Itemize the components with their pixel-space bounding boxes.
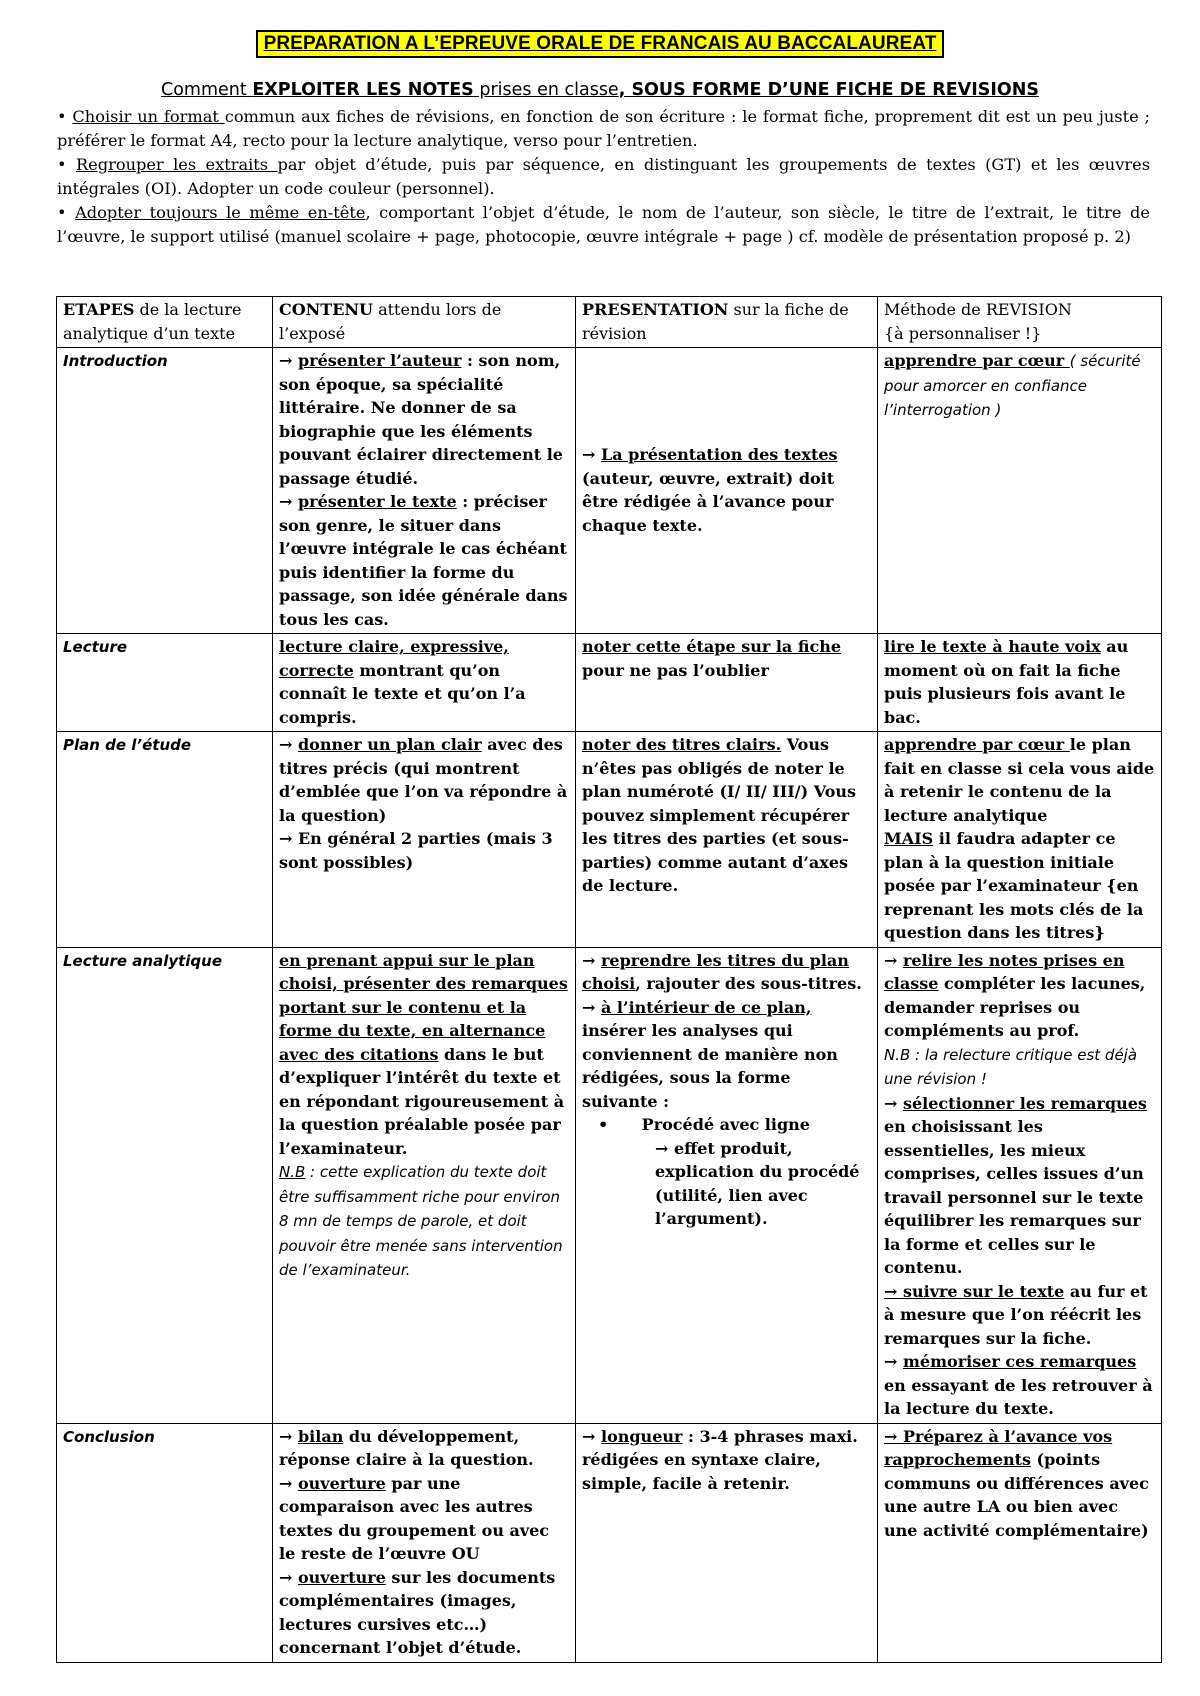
cell-text: : cette explication du texte doit être suffisamment riche pour environ 8 mn de temps de parole, et doit pouvoir être menée sans intervention de l’examinateur. <box>279 1163 563 1279</box>
header-text: attendu lors de l’exposé <box>279 300 502 343</box>
cell-text: en choisissant les essentielles, les mieux comprises, celles issues d’un travail personnel sur le texte équilibrer les remarques sur la forme et celles sur le contenu. <box>884 1117 1144 1277</box>
cell-key: noter cette étape sur la fiche <box>582 637 842 656</box>
arrow: → <box>279 492 298 511</box>
header-cell <box>57 297 273 348</box>
cell-key: donner un plan clair <box>297 735 482 754</box>
cell-text: sur les documents complémentaires (images, lectures cursives etc…) concernant l’objet d’étude. <box>279 1567 556 1657</box>
cell-text: Vous n’êtes pas obligés de noter le plan numéroté (I/ II/ III/) Vous pouvez simplement récupérer les titres des parties (et sous-parties) comme autant d’axes de lecture. <box>582 735 856 895</box>
page-title: PREPARATION A L’EPREUVE ORALE DE FRANCAIS AU BACCALAUREAT <box>256 30 945 58</box>
content-cell <box>273 947 576 1423</box>
header-text: de la lecture analytique d’un texte <box>63 300 242 343</box>
arrow: → <box>582 445 601 464</box>
cell-key: → Préparez à l’avance vos rapprochements <box>884 1426 1113 1469</box>
stage-label: Introduction <box>63 352 168 370</box>
cell-key: relire les notes prises en classe <box>884 950 1125 993</box>
revision-cell <box>878 947 1162 1423</box>
cell-key: reprendre les titres du plan choisi <box>582 950 849 993</box>
cell-key: bilan <box>297 1426 344 1446</box>
bullet: • <box>57 203 76 222</box>
arrow: → <box>279 1473 298 1493</box>
cell-key: noter des titres clairs. <box>582 735 782 754</box>
cell-key: présenter le texte <box>297 492 457 511</box>
arrow: → <box>279 351 298 370</box>
cell-text: compléter les lacunes, demander reprises ou compléments au prof. <box>884 974 1146 1040</box>
cell-key: lecture claire, expressive, correcte <box>279 637 509 680</box>
subtitle-part: EXPLOITER LES NOTES <box>252 80 474 100</box>
cell-key: apprendre par cœur <box>884 735 1070 754</box>
cell-text: (auteur, œuvre, extrait) doit être rédigée à l’avance pour chaque texte. <box>582 468 835 535</box>
cell-key: en prenant appui sur le plan choisi, présenter des remarques portant sur le contenu et la forme du texte, en alternance avec des citations <box>279 950 568 1064</box>
title-container <box>0 30 1200 58</box>
header-cell <box>576 297 878 348</box>
cell-text: → En général 2 parties (mais 3 sont possibles) <box>279 829 553 872</box>
bullet: • <box>57 155 76 174</box>
cell-text: pour ne pas l’oublier <box>582 660 769 680</box>
content-cell <box>273 1423 576 1662</box>
cell-text: : préciser son genre, le situer dans l’œuvre intégrale le cas échéant puis identifier la forme du passage, son idée générale dans tous les cas. <box>279 492 568 629</box>
cell-text: N.B : la relecture critique est déjà une révision ! <box>884 1045 1138 1088</box>
arrow: → <box>279 735 298 754</box>
cell-text: au fur et à mesure que l’on réécrit les remarques sur la fiche. <box>884 1281 1148 1348</box>
intro-key: Regrouper les extraits <box>75 155 278 174</box>
cell-text: montrant qu’on connaît le texte et qu’on l’a compris. <box>279 660 526 727</box>
cell-text: du développement, réponse claire à la question. <box>279 1426 534 1469</box>
table-row <box>57 947 1162 1423</box>
header-text: Méthode de REVISION <box>884 300 1072 319</box>
cell-text: : 3-4 phrases maxi. rédigées en syntaxe claire, simple, facile à retenir. <box>582 1426 858 1493</box>
stage-label: Lecture <box>63 638 128 656</box>
cell-text: avec des titres précis (qui montrent d’emblée que l’on va répondre à la question) <box>279 735 568 825</box>
cell-text: dans le but d’expliquer l’intérêt du texte et en répondant rigoureusement à la question préalable posée par l’examinateur. <box>279 1044 565 1158</box>
intro-item <box>57 105 1150 153</box>
subtitle-part: Comment <box>161 80 253 100</box>
cell-text: par une comparaison avec les autres textes du groupement ou avec le reste de l’œuvre OU <box>279 1473 550 1563</box>
cell-text: il faudra adapter ce plan à la question initiale posée par l’examinateur {en reprenant les mots clés de la question dans les titres} <box>884 829 1144 942</box>
content-cell <box>273 634 576 732</box>
intro-text: commun aux fiches de révisions, en fonction de son écriture : le format fiche, proprement dit est un peu juste ; préférer le format A4, recto pour la lecture analytique, verso pour l’entretien. <box>57 107 1150 150</box>
intro-item <box>57 153 1150 201</box>
revision-cell <box>878 1423 1162 1662</box>
cell-text: ( sécurité pour amorcer en confiance l’interrogation ) <box>884 352 1141 419</box>
presentation-cell <box>576 634 878 732</box>
revision-cell <box>878 634 1162 732</box>
stage-label: Plan de l’étude <box>63 736 192 754</box>
table-row <box>57 1423 1162 1662</box>
revision-cell <box>878 348 1162 634</box>
presentation-cell <box>576 947 878 1423</box>
arrow: → <box>582 997 601 1017</box>
arrow: → <box>582 950 601 970</box>
intro-list <box>57 105 1150 249</box>
cell-key: → suivre sur le texte <box>884 1281 1065 1301</box>
cell-key: mémoriser ces remarques <box>902 1352 1137 1371</box>
header-cell <box>878 297 1162 348</box>
bullet: • <box>57 107 73 126</box>
header-cell <box>273 297 576 348</box>
header-text: CONTENU <box>279 300 373 319</box>
presentation-cell <box>576 1423 878 1662</box>
bullet-icon: • <box>598 1115 642 1134</box>
cell-text: en essayant de les retrouver à la lecture du texte. <box>884 1375 1153 1418</box>
cell-key: à l’intérieur de ce plan, <box>600 997 812 1017</box>
cell-key: sélectionner les remarques <box>902 1093 1147 1113</box>
stage-cell <box>57 634 273 732</box>
table-row <box>57 732 1162 948</box>
stage-cell <box>57 947 273 1423</box>
cell-text: , rajouter des sous-titres. <box>635 974 862 993</box>
intro-item <box>57 201 1150 249</box>
cell-key: MAIS <box>884 829 934 848</box>
cell-key: ouverture <box>297 1473 386 1493</box>
intro-text: par objet d’étude, puis par séquence, en distinguant les groupements de textes (GT) et les œuvres intégrales (OI). Adopter un code couleur (personnel). <box>57 155 1151 198</box>
cell-key: longueur <box>600 1426 683 1446</box>
intro-key: Choisir un format <box>72 107 225 126</box>
cell-text: insérer les analyses qui conviennent de manière non rédigées, sous la forme suivante : <box>582 1021 838 1111</box>
cell-key: présenter l’auteur <box>297 351 462 370</box>
arrow: → <box>884 1093 903 1113</box>
stage-label: Conclusion <box>63 1427 155 1446</box>
header-text: PRESENTATION <box>582 300 729 319</box>
presentation-cell <box>576 348 878 634</box>
arrow: → <box>279 1567 298 1587</box>
cell-text: (points communs ou différences avec une autre LA ou bien avec une activité complémentaire) <box>884 1450 1149 1540</box>
list-item <box>582 1113 871 1137</box>
cell-key: apprendre par cœur <box>884 351 1070 370</box>
intro-text: , comportant l’objet d’étude, le nom de l’auteur, son siècle, le titre de l’extrait, le titre de l’œuvre, le support utilisé (manuel scolaire + page, photocopie, œuvre intégrale + page ) cf. modèle de présentation proposé p. 2) <box>57 203 1150 246</box>
revision-cell <box>878 732 1162 948</box>
presentation-cell <box>576 732 878 948</box>
header-text: {à personnaliser !} <box>884 323 1042 343</box>
subtitle-part: prises en classe <box>473 80 619 100</box>
cell-key: N.B <box>279 1163 306 1181</box>
stage-cell <box>57 732 273 948</box>
subtitle <box>0 80 1200 100</box>
arrow: → <box>582 1426 601 1446</box>
cell-text: le plan fait en classe si cela vous aide à retenir le contenu de la lecture analytique <box>884 735 1155 825</box>
cell-text: : son nom, son époque, sa spécialité littéraire. Ne donner de sa biographie que les éléments pouvant éclairer directement le passage étudié. <box>279 351 563 488</box>
header-text: ETAPES <box>63 300 135 319</box>
cell-key: lire le texte à haute voix <box>884 637 1101 656</box>
revision-table <box>56 296 1162 1663</box>
table-row <box>57 634 1162 732</box>
stage-cell <box>57 348 273 634</box>
content-cell <box>273 348 576 634</box>
cell-text: Procédé avec ligne <box>641 1115 810 1134</box>
subtitle-part: , SOUS FORME D’UNE FICHE DE REVISIONS <box>618 80 1039 100</box>
cell-key: La présentation des textes <box>600 445 838 464</box>
arrow: → <box>884 1352 903 1371</box>
header-text: sur la fiche de révision <box>582 300 849 343</box>
cell-key: ouverture <box>297 1567 386 1587</box>
table-row <box>57 348 1162 634</box>
cell-text: au moment où on fait la fiche puis plusieurs fois avant le bac. <box>884 637 1129 727</box>
stage-cell <box>57 1423 273 1662</box>
content-cell <box>273 732 576 948</box>
cell-text: → effet produit, explication du procédé (utilité, lien avec l’argument). <box>655 1138 860 1228</box>
arrow: → <box>884 950 903 970</box>
table-header-row <box>57 297 1162 348</box>
intro-key: Adopter toujours le même en-tête <box>75 203 366 222</box>
arrow: → <box>279 1426 298 1446</box>
stage-label: Lecture analytique <box>63 951 223 970</box>
